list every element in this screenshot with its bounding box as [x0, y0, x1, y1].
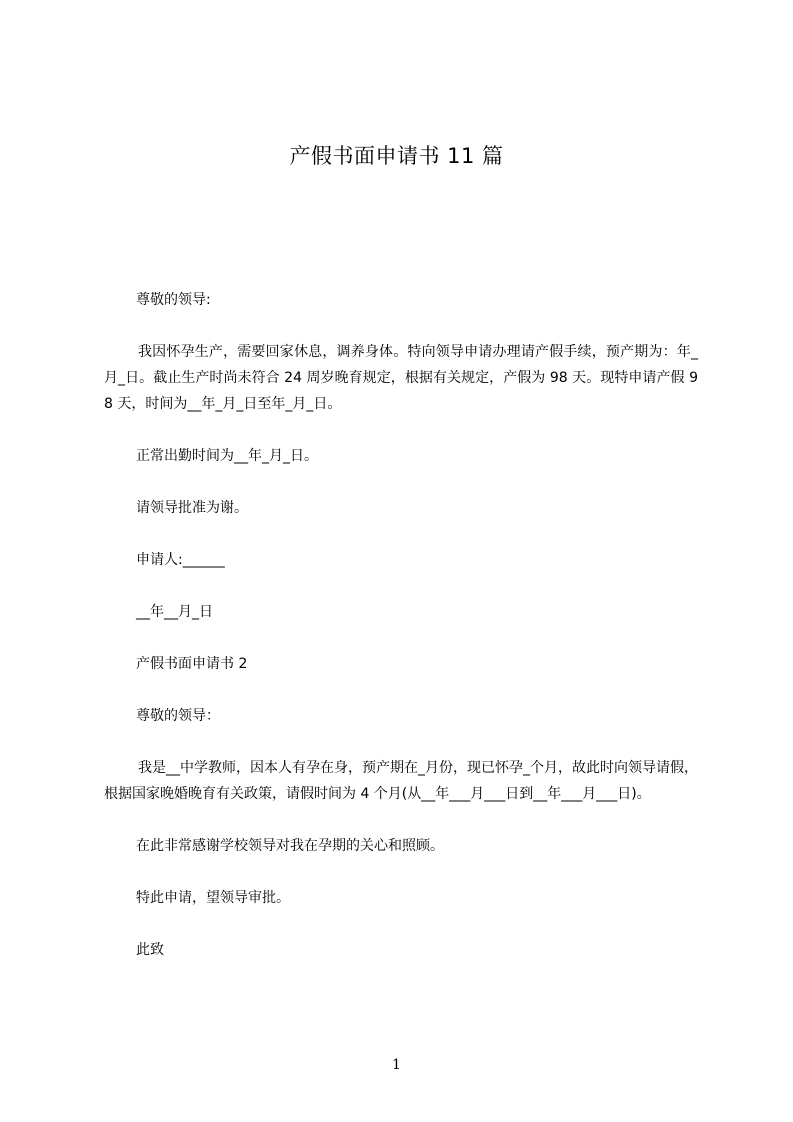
document-body	[104, 287, 698, 989]
salutation: 尊敬的领导:	[136, 292, 211, 308]
body-paragraph: 请领导批准为谢。	[136, 500, 248, 516]
date-line: __年__月_日	[136, 604, 213, 620]
section-heading: 产假书面申请书 2	[136, 656, 248, 672]
salutation: 尊敬的领导：	[136, 708, 220, 724]
document-title: 产假书面申请书 11 篇	[289, 144, 504, 168]
body-paragraph: 正常出勤时间为__年_月_日。	[136, 448, 318, 464]
closing: 此致	[136, 942, 164, 958]
body-paragraph: 我因怀孕生产，需要回家休息，调养身体。特向领导申请办理请产假手续，预产期为：年_月_日。截止生产时尚未符合 24 周岁晚育规定，根据有关规定，产假为 98 天。现特申请产假 98 天，时间为__年_月_日至年_月_日。	[104, 344, 698, 412]
body-paragraph: 在此非常感谢学校领导对我在孕期的关心和照顾。	[136, 838, 444, 854]
applicant-line: 申请人:______	[136, 552, 225, 568]
body-paragraph: 特此申请，望领导审批。	[136, 890, 290, 906]
page-number: 1	[392, 1057, 401, 1073]
body-paragraph: 我是__中学教师，因本人有孕在身，预产期在_月份，现已怀孕_个月，故此时向领导请假，根据国家晚婚晚育有关政策，请假时间为 4 个月(从__年___月___日到__年___月___日)。	[104, 760, 698, 802]
